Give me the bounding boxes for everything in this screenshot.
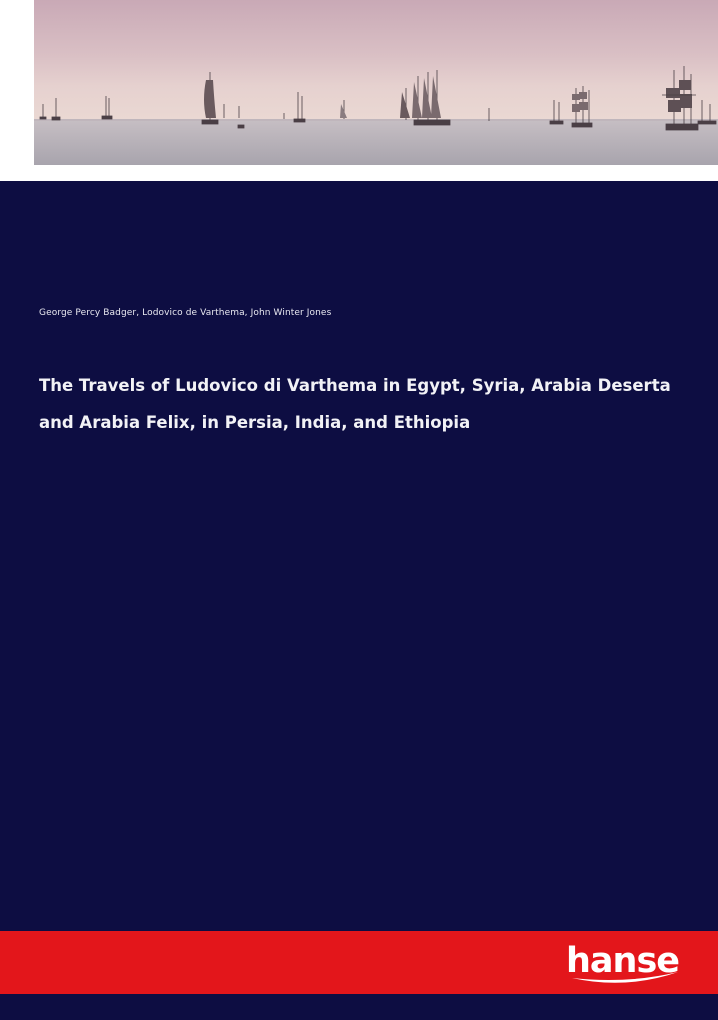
logo-text: hanse xyxy=(566,941,680,981)
publisher-logo xyxy=(566,938,686,988)
author-names: George Percy Badger, Lodovico de Varthema, John Winter Jones xyxy=(39,308,332,318)
book-title: The Travels of Ludovico di Varthema in Egypt, Syria, Arabia Deserta and Arabia Felix, in Persia, India, and Ethiopia xyxy=(39,376,671,432)
tall-ships-photo xyxy=(34,0,718,165)
